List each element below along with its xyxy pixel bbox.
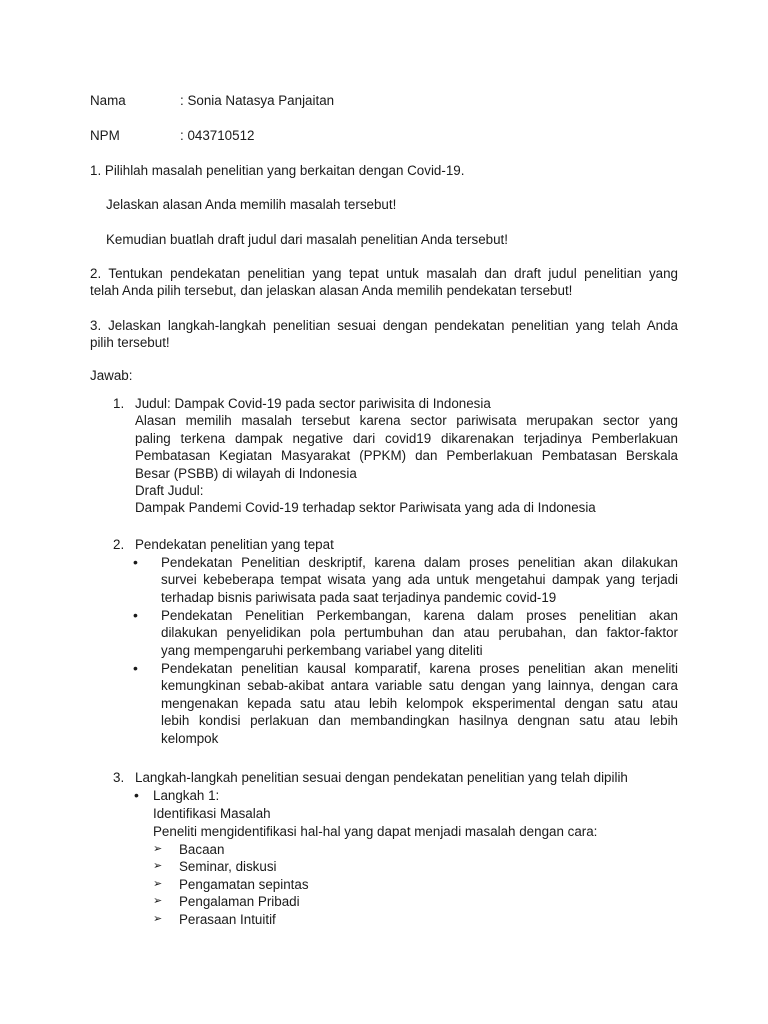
question-2: 2. Tentukan pendekatan penelitian yang tepat untuk masalah dan draft judul penelitian yang telah Anda pilih tersebut, dan jelaskan alasan Anda memilih pendekatan tersebut! — [90, 266, 678, 299]
draft-label: Draft Judul: — [135, 483, 204, 499]
step-1-description: Peneliti mengidentifikasi hal-hal yang dapat menjadi masalah dengan cara: — [153, 824, 598, 839]
bullet-icon: • — [134, 787, 139, 803]
npm-value: : 043710512 — [180, 128, 255, 143]
sub-item: Pengalaman Pribadi — [179, 894, 300, 909]
nama-label: Nama — [90, 93, 126, 108]
bullet-item: Pendekatan Penelitian Perkembangan, karena dalam proses penelitian akan dilakukan penyelidikan pola pertumbuhan dan atau perubahan, dan faktor-faktor yang mempengaruhi perkembang variabel yang diteliti — [161, 608, 678, 658]
sub-item: Seminar, diskusi — [179, 859, 277, 874]
bullet-item: Pendekatan Penelitian deskriptif, karena dalam proses penelitian akan dilakukan survei kebeberapa tempat wisata yang ada untuk mengetahui dampak yang terjadi terhadap bisnis pariwisata pada saat terjadinya pandemic covid-19 — [161, 555, 678, 605]
item-1-title: Judul: Dampak Covid-19 pada sector pariwisita di Indonesia — [135, 396, 491, 411]
sub-item: Bacaan — [179, 842, 225, 857]
bullet-icon: • — [133, 607, 138, 623]
draft-title: Dampak Pandemi Covid-19 terhadap sektor Pariwisata yang ada di Indonesia — [135, 500, 596, 516]
item-3-title: Langkah-langkah penelitian sesuai dengan pendekatan penelitian yang telah dipilih — [135, 770, 628, 785]
question-1: 1. Pilihlah masalah penelitian yang berkaitan dengan Covid-19. — [90, 163, 465, 178]
arrow-bullet-icon: ➢ — [153, 843, 163, 855]
step-1-name: Identifikasi Masalah — [153, 806, 271, 821]
item-1-number: 1. — [113, 396, 125, 411]
bullet-icon: • — [133, 554, 138, 570]
nama-value: : Sonia Natasya Panjaitan — [180, 93, 335, 108]
arrow-bullet-icon: ➢ — [153, 913, 163, 925]
item-1: Judul: Dampak Covid-19 pada sector pariwisita di Indonesia Alasan memilih masalah tersebut karena sector pariwisata merupakan sector yang paling terkena dampak negative dari covid19 dikarenakan terjadinya Pemberlakuan Pembatasan Kegiatan Masyarakat (PPKM) dan Pemberlakuan Pembatasan Berskala Besar (PSBB) di wilayah di Indonesia Draft Judul: Dampak Pandemi Covid-19 terhadap sektor Pariwisata yang ada di Indonesia — [135, 396, 678, 516]
question-1-reason: Jelaskan alasan Anda memilih masalah tersebut! — [106, 197, 397, 212]
sub-item: Perasaan Intuitif — [179, 912, 276, 927]
npm-label: NPM — [90, 128, 120, 143]
item-2-number: 2. — [113, 537, 125, 552]
bullet-item: Pendekatan penelitian kausal komparatif, karena proses penelitian akan meneliti kemungkinan sebab-akibat antara variable satu dengan yang lainnya, dengan cara mengenakan kepada satu atau lebih kelompok eksperimental dengan satu atau lebih kondisi perlakuan dan membandingkan hasilnya dengnan satu atau lebih kelompok — [161, 661, 678, 746]
step-1-label: Langkah 1: — [153, 788, 220, 803]
sub-item: Pengamatan sepintas — [179, 877, 309, 892]
item-3-number: 3. — [113, 770, 125, 785]
arrow-bullet-icon: ➢ — [153, 878, 163, 890]
bullet-icon: • — [133, 660, 138, 676]
arrow-bullet-icon: ➢ — [153, 895, 163, 907]
answer-label: Jawab: — [90, 368, 133, 383]
item-2-title: Pendekatan penelitian yang tepat — [135, 537, 334, 552]
arrow-bullet-icon: ➢ — [153, 860, 163, 872]
question-3: 3. Jelaskan langkah-langkah penelitian sesuai dengan pendekatan penelitian yang telah Anda pilih tersebut! — [90, 318, 678, 351]
question-1-draft: Kemudian buatlah draft judul dari masalah penelitian Anda tersebut! — [106, 232, 508, 247]
